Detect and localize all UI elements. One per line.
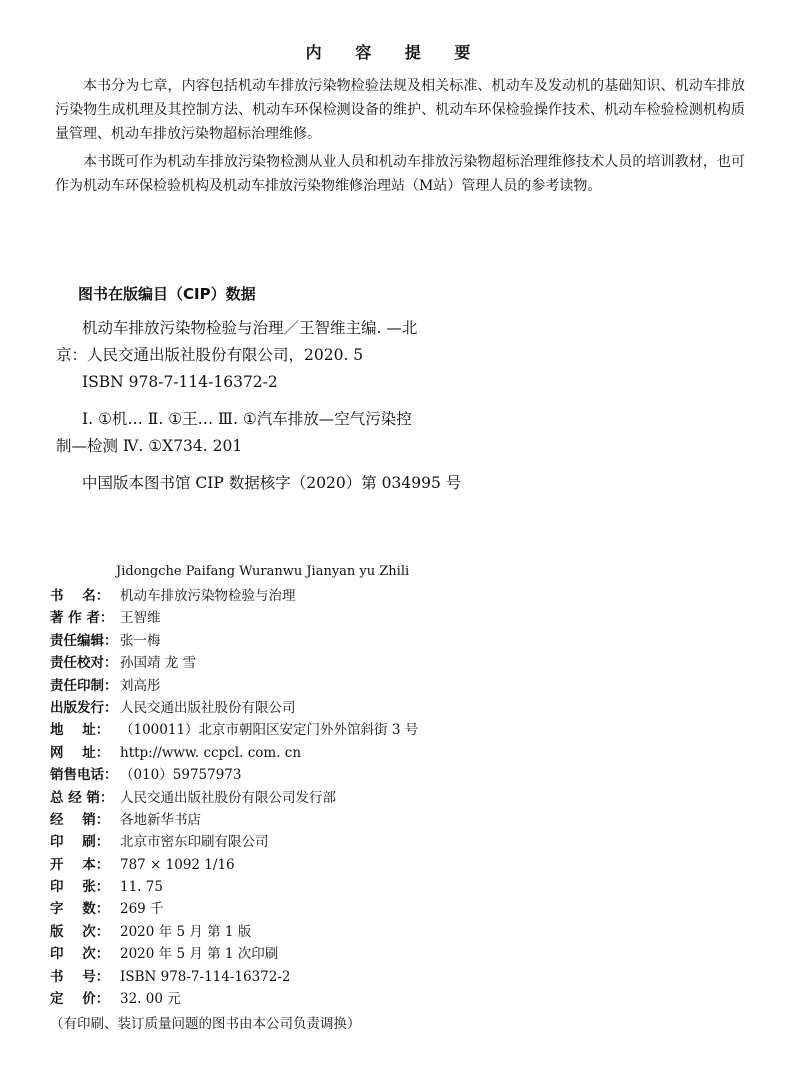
colophon-row (50, 719, 650, 741)
colophon-row-label: 印 张： (50, 879, 110, 896)
colophon-row-value: http://www. ccpcl. com. cn (120, 744, 302, 761)
colophon-row-value: 北京市密东印刷有限公司 (120, 834, 269, 851)
colophon-row (50, 630, 650, 652)
cip-header: 图书在版编目（CIP）数据 (78, 285, 256, 303)
colophon-footnote: （有印刷、装订质量问题的图书由本公司负责调换） (50, 1016, 361, 1033)
colophon-row-value: 各地新华书店 (120, 811, 201, 828)
colophon-row-value: 11. 75 (120, 879, 163, 896)
colophon-row-value: ISBN 978-7-114-16372-2 (120, 968, 291, 985)
colophon-row-label: 出版发行： (50, 699, 118, 716)
colophon-row-label: 版 次： (50, 923, 110, 940)
colophon-row-label: 字 数： (50, 901, 110, 918)
colophon-row (50, 831, 650, 853)
colophon-row (50, 988, 650, 1010)
colophon-row (50, 898, 650, 920)
colophon-row-value: 人民交通出版社股份有限公司 (120, 699, 296, 716)
colophon-row (50, 921, 650, 943)
summary-section (55, 74, 745, 202)
colophon-row-label: 定 价： (50, 991, 110, 1008)
colophon-row-value: （010）59757973 (120, 767, 242, 784)
colophon-row-value: 刘高彤 (120, 677, 161, 694)
cip-line-3: ISBN 978-7-114-16372-2 (82, 373, 278, 391)
colophon-row-label: 地 址： (50, 722, 110, 739)
colophon-row-label: 责任校对： (50, 655, 118, 672)
cip-line-1: 机动车排放污染物检验与治理／王智维主编. —北 (82, 319, 418, 337)
colophon-row-value: 张一梅 (120, 632, 161, 649)
colophon-row (50, 675, 650, 697)
colophon-row-value: （100011）北京市朝阳区安定门外外馆斜街 3 号 (120, 722, 419, 739)
colophon-row (50, 652, 650, 674)
colophon-row-value: 2020 年 5 月 第 1 次印刷 (120, 946, 279, 963)
colophon-row-value: 王智维 (120, 610, 161, 627)
summary-paragraph-2: 本书既可作为机动车排放污染物检测从业人员和机动车排放污染物超标治理维修技术人员的培训教材，也可作为机动车环保检验机构及机动车排放污染物维修治理站（M站）管理人员的参考读物。 (55, 154, 745, 194)
colophon-row-value: 孙国靖 龙 雪 (120, 655, 197, 672)
colophon-row (50, 607, 650, 629)
colophon-table (50, 585, 650, 1010)
summary-title: 内 容 提 要 (305, 43, 485, 62)
colophon-row-label: 开 本： (50, 856, 110, 873)
colophon-row (50, 585, 650, 607)
summary-paragraph-1: 本书分为七章，内容包括机动车排放污染物检验法规及相关标准、机动车及发动机的基础知识、机动车排放污染物生成机理及其控制方法、机动车环保检测设备的维护、机动车环保检验操作技术、机动车检验检测机构质量管理、机动车排放污染物超标治理维修。 (55, 78, 745, 142)
colophon-row-label: 总 经 销： (50, 789, 114, 806)
colophon-row-value: 2020 年 5 月 第 1 版 (120, 923, 252, 940)
colophon-row-value: 32. 00 元 (120, 991, 181, 1008)
colophon-row (50, 742, 650, 764)
colophon-row-label: 书 号： (50, 968, 110, 985)
colophon-row (50, 966, 650, 988)
colophon-row-label: 责任印制： (50, 677, 118, 694)
colophon-row (50, 787, 650, 809)
colophon-row-value: 人民交通出版社股份有限公司发行部 (120, 789, 336, 806)
colophon-row-label: 印 次： (50, 946, 110, 963)
colophon-row-value: 机动车排放污染物检验与治理 (120, 588, 296, 604)
colophon-row-label: 著 作 者： (50, 610, 114, 627)
cip-section (56, 315, 736, 497)
cip-line-4: Ⅰ. ①机… Ⅱ. ①王… Ⅲ. ①汽车排放—空气污染控 (82, 410, 412, 428)
cip-line-2: 京：人民交通出版社股份有限公司，2020. 5 (56, 346, 364, 364)
colophon-row (50, 876, 650, 898)
cip-line-5: 制—检测 Ⅳ. ①X734. 201 (56, 437, 243, 455)
colophon-row-label: 责任编辑： (50, 632, 118, 649)
colophon-row (50, 943, 650, 965)
colophon-row (50, 697, 650, 719)
colophon-row (50, 809, 650, 831)
pinyin-title: Jidongche Paifang Wuranwu Jianyan yu Zhili (116, 564, 410, 579)
colophon-row-value: 787 × 1092 1/16 (120, 856, 235, 873)
colophon-row-label: 销售电话： (50, 767, 118, 784)
colophon-row (50, 854, 650, 876)
colophon-row-label: 网 址： (50, 744, 110, 761)
colophon-section (50, 564, 650, 1032)
colophon-row-value: 269 千 (120, 901, 164, 918)
colophon-row-label: 书 名： (50, 588, 110, 604)
colophon-row (50, 764, 650, 786)
cip-line-6: 中国版本图书馆 CIP 数据核字（2020）第 034995 号 (82, 474, 462, 492)
colophon-row-label: 经 销： (50, 811, 110, 828)
colophon-row-label: 印 刷： (50, 834, 110, 851)
